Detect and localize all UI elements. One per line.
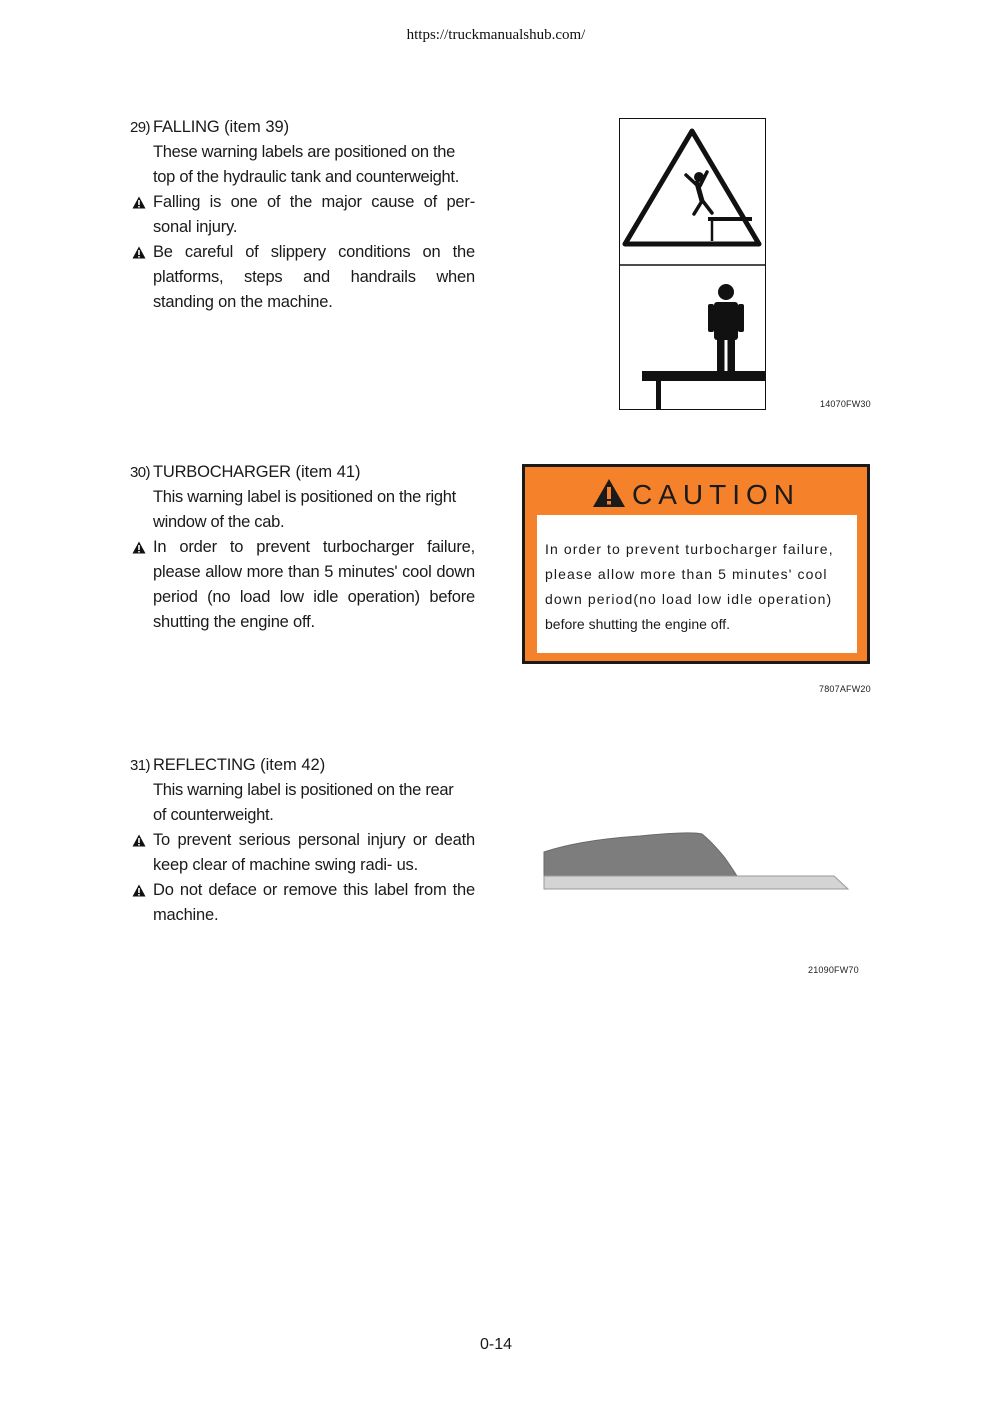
section-name: TURBOCHARGER: [153, 463, 291, 481]
section-number: 31): [130, 757, 150, 774]
warning-item: [130, 190, 475, 240]
figure-code: 7807AFW20: [819, 684, 871, 694]
warning-triangle-icon: [132, 246, 146, 259]
warning-item: [130, 535, 475, 635]
section-turbocharger: [130, 460, 475, 635]
section-item-ref: (item 42): [260, 756, 326, 774]
section-title: [130, 115, 475, 140]
standing-person-icon: [708, 284, 744, 371]
warning-item: [130, 828, 475, 878]
caution-text-line: In order to prevent turbocharger failure,: [545, 541, 834, 557]
caution-text-box: [537, 515, 857, 653]
header-url: https://truckmanualshub.com/: [406, 27, 586, 43]
falling-person-icon: [686, 172, 712, 214]
caution-text-line: please allow more than 5 minutes' cool: [545, 566, 828, 582]
figure-code: 14070FW30: [820, 399, 871, 409]
section-title: [130, 753, 475, 778]
figure-code: 21090FW70: [808, 965, 859, 975]
section-title: [130, 460, 475, 485]
warning-triangle-icon: [132, 884, 146, 897]
section-item-ref: (item 39): [224, 118, 290, 136]
warning-text: Falling is one of the major cause of per- sonal injury.: [153, 193, 475, 236]
warning-triangle-icon: [132, 541, 146, 554]
caution-warning-label: [522, 464, 870, 664]
falling-pictogram: [620, 119, 765, 409]
warning-text: Be careful of slippery conditions on the platforms, steps and handrails when standing on the machine.: [153, 243, 475, 311]
section-text-line: window of the cab.: [153, 513, 285, 531]
section-text-line: These warning labels are positioned on the: [153, 143, 456, 161]
section-name: REFLECTING: [153, 756, 256, 774]
section-text-line: This warning label is positioned on the rear: [153, 781, 454, 799]
warning-text: Do not deface or remove this label from the machine.: [153, 881, 475, 924]
section-number: 29): [130, 119, 150, 136]
section-text-line: of counterweight.: [153, 806, 274, 824]
section-name: FALLING: [153, 118, 220, 136]
page-number: 0-14: [479, 1336, 513, 1353]
warning-triangle-icon: [132, 834, 146, 847]
reflecting-label-illustration: [540, 828, 855, 894]
caution-text-line: before shutting the engine off.: [545, 616, 730, 632]
section-item-ref: (item 41): [295, 463, 361, 481]
warning-item: [130, 878, 475, 928]
falling-warning-label: [619, 118, 766, 410]
caution-text-line: down period(no load low idle operation): [545, 591, 833, 607]
caution-heading-text: CAUTION: [632, 479, 800, 510]
warning-text: In order to prevent turbocharger failure, please allow more than 5 minutes' cool down period (no load low idle operation) before shutting the engine off.: [153, 538, 475, 631]
section-reflecting: [130, 753, 475, 928]
warning-triangle-icon: [132, 196, 146, 209]
warning-item: [130, 240, 475, 315]
caution-triangle-icon: [592, 478, 626, 508]
warning-text: To prevent serious personal injury or death keep clear of machine swing radi- us.: [153, 831, 475, 874]
caution-heading: [525, 477, 867, 513]
section-text-line: top of the hydraulic tank and counterweight.: [153, 168, 460, 186]
section-number: 30): [130, 464, 150, 481]
section-text-line: This warning label is positioned on the right: [153, 488, 456, 506]
section-falling: [130, 115, 475, 315]
